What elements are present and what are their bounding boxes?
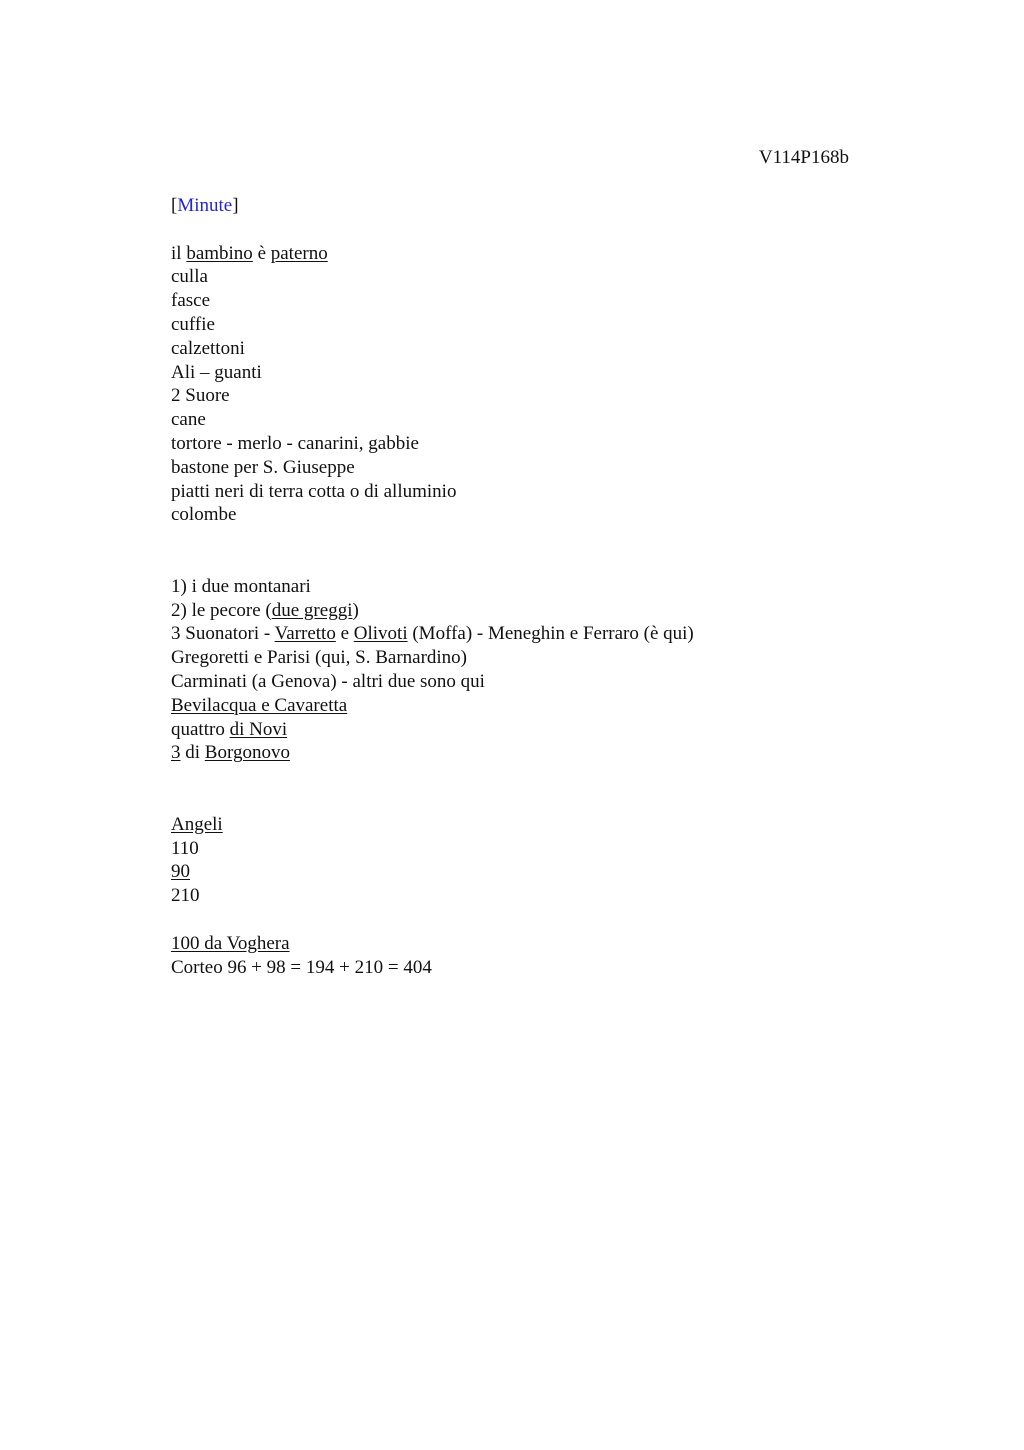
list-heading xyxy=(171,813,871,837)
list-item xyxy=(171,741,871,765)
underlined-text: paterno xyxy=(270,242,328,264)
list-item xyxy=(171,694,871,718)
underlined-text: Olivoti xyxy=(353,623,408,645)
minute-label: Minute xyxy=(177,195,233,216)
tag-open-bracket: [ xyxy=(171,195,178,216)
list-item: Carminati (a Genova) - altri due sono qui xyxy=(171,670,485,692)
underlined-text: bambino xyxy=(186,242,253,264)
list-item xyxy=(171,622,871,646)
list-item: calzettoni xyxy=(171,337,245,359)
list-item xyxy=(171,718,871,742)
section-tag xyxy=(171,194,871,218)
underlined-text: due greggi xyxy=(271,599,353,621)
spacer xyxy=(171,908,871,932)
list-item: Ali – guanti xyxy=(171,361,262,383)
list-item: Gregoretti e Parisi (qui, S. Barnardino) xyxy=(171,647,468,669)
list-item: fasce xyxy=(171,290,211,312)
spacer xyxy=(171,527,871,575)
list-item: tortore - merlo - canarini, gabbie xyxy=(171,432,419,454)
underlined-text: 90 xyxy=(171,861,190,883)
underlined-text: 100 da Voghera xyxy=(171,932,290,954)
underlined-text: 3 xyxy=(171,742,181,764)
list-item: 2 Suore xyxy=(171,385,230,407)
underlined-text: Angeli xyxy=(171,813,223,835)
underlined-text: di Novi xyxy=(229,718,288,740)
list-item: 1) i due montanari xyxy=(171,575,311,597)
text: di xyxy=(180,742,205,764)
sum-line: Corteo 96 + 98 = 194 + 210 = 404 xyxy=(171,956,432,978)
list-item: piatti neri di terra cotta o di alluminio xyxy=(171,480,457,502)
list-item: cuffie xyxy=(171,313,215,335)
spacer xyxy=(171,765,871,813)
list-item xyxy=(171,599,871,623)
list-item: cane xyxy=(171,409,206,431)
document-reference: V114P168b xyxy=(758,147,849,168)
number-line: 210 xyxy=(171,885,200,907)
text: (Moffa) - Meneghin e Ferraro (è qui) xyxy=(407,623,694,645)
document-body xyxy=(171,194,871,979)
number-line xyxy=(171,860,871,884)
text: quattro xyxy=(171,718,230,740)
underlined-text: Bevilacqua e Cavaretta xyxy=(171,694,348,716)
list-item: culla xyxy=(171,266,208,288)
tag-close-bracket: ] xyxy=(232,195,239,216)
list-item xyxy=(171,932,871,956)
list-item: colombe xyxy=(171,504,237,526)
text: e xyxy=(335,623,354,645)
underlined-text: Varretto xyxy=(274,623,336,645)
number-line: 110 xyxy=(171,837,199,859)
text: 2) le pecore ( xyxy=(171,599,272,621)
text: 3 Suonatori - xyxy=(171,623,275,645)
text: è xyxy=(252,242,271,264)
text: ) xyxy=(352,599,359,621)
spacer xyxy=(171,218,871,242)
underlined-text: Borgonovo xyxy=(204,742,290,764)
list-item xyxy=(171,242,871,266)
list-item: bastone per S. Giuseppe xyxy=(171,456,355,478)
text: il xyxy=(171,242,187,264)
